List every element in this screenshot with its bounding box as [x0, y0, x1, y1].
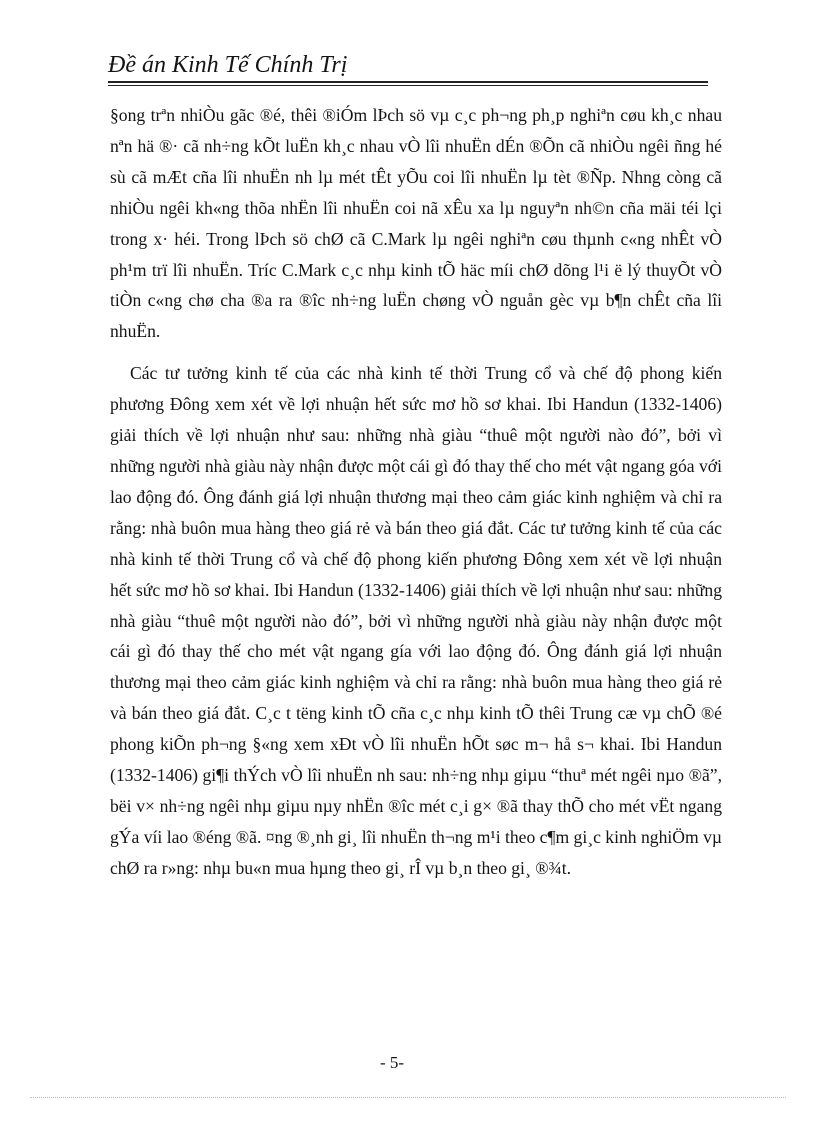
- document-title: Đề án Kinh Tế Chính Trị: [108, 52, 348, 78]
- paragraph-1: §ong trªn nhiÒu gãc ®é, thêi ®iÓm lÞch sö vµ c¸c ph¬ng ph¸p nghiªn cøu kh¸c nhau nªn hä ®· cã nh÷ng kÕt luËn kh¸c nhau vÒ lîi nhuËn dÉn ®Õn cã nhiÒu ngêi ñng hé sù cã mÆt cña lîi nhuËn nh lµ mét tÊt yÕu coi lîi nhuËn lµ tèt ®Ñp. Nhng còng cã nhiÒu ngêi kh«ng thõa nhËn lîi nhuËn coi nã xÊu xa lµ nguyªn nh©n cña mäi téi lçi trong x· héi. Trong lÞch sö chØ cã C.Mark lµ ngêi nghiªn cøu thµnh c«ng nhÊt vÒ ph¹m trï lîi nhuËn. Tríc C.Mark c¸c nhµ kinh tÕ häc míi chØ dõng l¹i ë lý thuyÕt vÒ tiÒn c«ng chø cha ®a ra ®îc nh÷ng luËn chøng vÒ nguån gèc vµ b¶n chÊt cña lîi nhuËn.: [110, 105, 722, 342]
- page-header: [108, 50, 708, 84]
- header-rule-thin: [108, 85, 708, 86]
- paragraph-2: Các tư tưởng kinh tế của các nhà kinh tế thời Trung cổ và chế độ phong kiến phương Đông xem xét về lợi nhuận hết sức mơ hồ sơ khai. Ibi Handun (1332-1406) giải thích về lợi nhuận như sau: những nhà giàu “thuê một người nào đó”, bởi vì những người nhà giàu này nhận được một cái gì đó thay thế cho mét vật ngang góa với lao động đó. Ông đánh giá lợi nhuận thương mại theo cảm giác kinh nghiệm và chỉ ra rằng: nhà buôn mua hàng theo giá rẻ và bán theo giá đắt. Các tư tưởng kinh tế của các nhà kinh tế thời Trung cổ và chế độ phong kiến phương Đông xem xét về lợi nhuận hết sức mơ hồ sơ khai. Ibi Handun (1332-1406) giải thích về lợi nhuận như sau: những nhà giàu “thuê một người nào đó”, bởi vì những người nhà giàu này nhận được một cái gì đó thay thế cho mét vật ngang gía với lao động đó. Ông đánh giá lợi nhuận thương mại theo cảm giác kinh nghiệm và chỉ ra rằng: nhà buôn mua hàng theo giá rẻ và bán theo giá đắt. C¸c t tëng kinh tÕ cña c¸c nhµ kinh tÕ thêi Trung cæ vµ chÕ ®é phong kiÕn ph¬ng §«ng xem xÐt vÒ lîi nhuËn hÕt søc m¬ hå s¬ khai. Ibi Handun (1332-1406) gi¶i thÝch vÒ lîi nhuËn nh sau: nh÷ng nhµ giµu “thuª mét ngêi nµo ®ã”, bëi v× nh÷ng ngêi nhµ giµu nµy nhËn ®îc mét c¸i g× ®ã thay thÕ cho mét vËt ngang gÝa víi lao ®éng ®ã. ¤ng ®¸nh gi¸ lîi nhuËn th¬ng m¹i theo c¶m gi¸c kinh nghiÖm vµ chØ ra r»ng: nhµ bu«n mua hµng theo gi¸ rÎ vµ b¸n theo gi¸ ®¾t.: [110, 363, 722, 878]
- header-rule-thick: [108, 81, 708, 83]
- page-bottom-divider: [30, 1097, 786, 1098]
- page-number: - 5-: [380, 1053, 405, 1072]
- body-text: [110, 100, 722, 884]
